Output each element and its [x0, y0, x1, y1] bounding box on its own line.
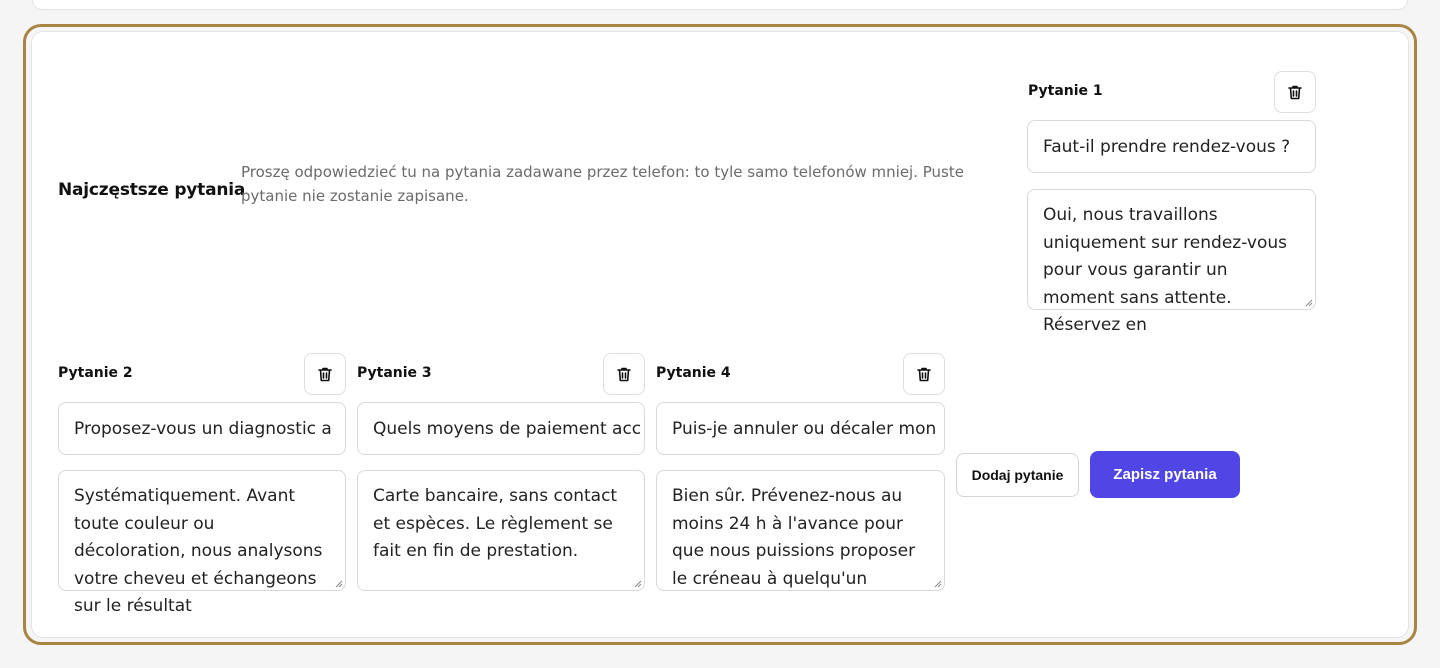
question-3-label: Pytanie 3 — [357, 365, 432, 381]
previous-section-card — [32, 0, 1408, 10]
delete-question-2-button[interactable] — [304, 353, 346, 395]
resize-grip-icon[interactable] — [932, 578, 942, 588]
trash-icon — [317, 366, 333, 383]
delete-question-3-button[interactable] — [603, 353, 645, 395]
delete-question-1-button[interactable] — [1274, 71, 1316, 113]
save-questions-button[interactable]: Zapisz pytania — [1090, 451, 1240, 498]
delete-question-4-button[interactable] — [903, 353, 945, 395]
resize-grip-icon[interactable] — [333, 578, 343, 588]
trash-icon — [616, 366, 632, 383]
answer-1-textarea[interactable] — [1027, 189, 1316, 335]
question-1-label: Pytanie 1 — [1028, 83, 1103, 99]
question-3-input[interactable]: Quels moyens de paiement acc — [357, 402, 645, 455]
resize-grip-icon[interactable] — [632, 578, 642, 588]
trash-icon — [1287, 84, 1303, 101]
question-4-label: Pytanie 4 — [656, 365, 731, 381]
answer-3-text: Carte bancaire, sans contact et espèces. Le règlement se fait en fin de prestation. — [373, 486, 618, 561]
add-question-button[interactable]: Dodaj pytanie — [956, 453, 1079, 497]
section-title: Najczęstsze pytania — [58, 180, 246, 200]
answer-3-textarea[interactable] — [357, 470, 645, 591]
question-4-input[interactable]: Puis-je annuler ou décaler mon — [656, 402, 945, 455]
answer-2-text: Systématiquement. Avant toute couleur ou décoloration, nous analysons votre cheveu et échangeons sur le résultat — [74, 486, 323, 616]
trash-icon — [916, 366, 932, 383]
answer-1-text: Oui, nous travaillons uniquement sur rendez-vous pour vous garantir un moment sans attente. Réservez en — [1043, 205, 1287, 335]
answer-4-text: Bien sûr. Prévenez-nous au moins 24 h à l'avance pour que nous puissions proposer le créneau à quelqu'un — [672, 486, 916, 589]
answer-2-textarea[interactable] — [58, 470, 346, 616]
question-2-input[interactable]: Proposez-vous un diagnostic a — [58, 402, 346, 455]
question-2-label: Pytanie 2 — [58, 365, 133, 381]
answer-4-textarea[interactable] — [656, 470, 945, 591]
resize-grip-icon[interactable] — [1303, 297, 1313, 307]
section-description: Proszę odpowiedzieć tu na pytania zadawane przez telefon: to tyle samo telefonów mniej. Puste pytanie nie zostanie zapisane. — [241, 163, 964, 205]
question-1-input[interactable]: Faut-il prendre rendez-vous ? — [1027, 120, 1316, 173]
